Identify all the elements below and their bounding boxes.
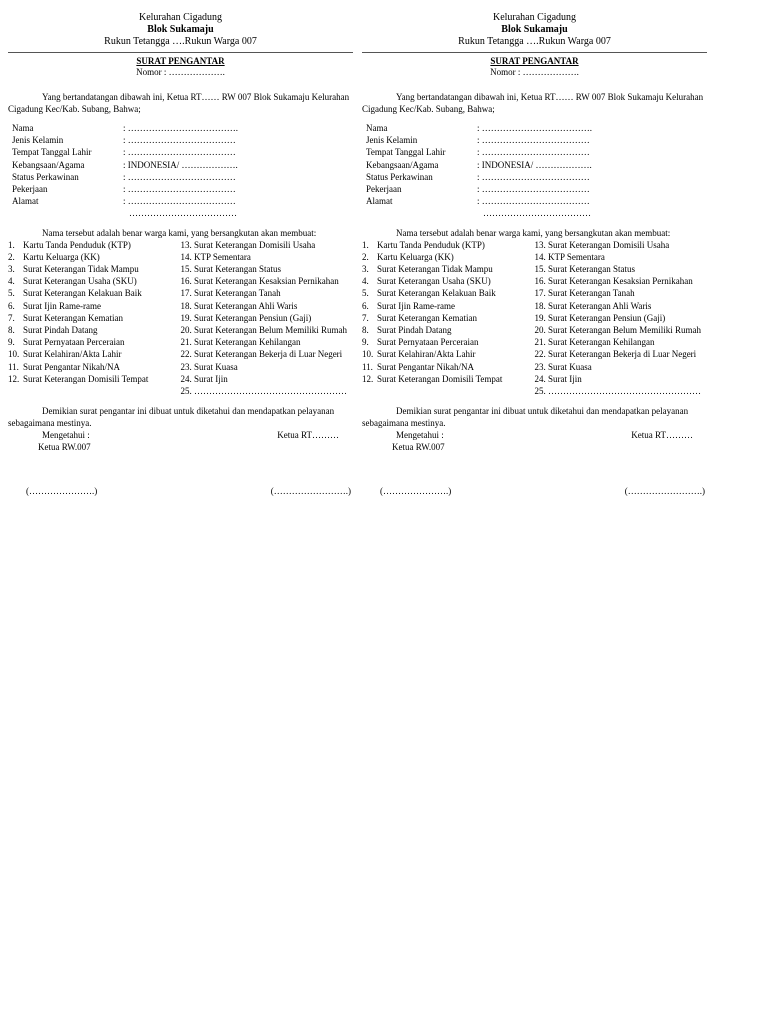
field-row bbox=[8, 159, 353, 171]
blok-name: Blok Sukamaju bbox=[501, 24, 568, 35]
field-label: Pekerjaan bbox=[366, 184, 402, 195]
list-item: 20. Surat Keterangan Belum Memiliki Rumah bbox=[534, 325, 701, 336]
list-item: 18. Surat Keterangan Ahli Waris bbox=[534, 300, 652, 311]
intro-paragraph: Yang bertandatangan dibawah ini, Ketua RT…… RW 007 Blok Sukamaju Kelurahan Cigadung Kec/Kab. Subang, Bahwa; bbox=[8, 92, 350, 114]
document-type-list bbox=[362, 239, 707, 398]
field-label: Pekerjaan bbox=[12, 184, 48, 195]
list-item: 14. KTP Sementara bbox=[534, 251, 605, 262]
list-item: 7. Surat Keterangan Kematian bbox=[8, 312, 123, 323]
field-value: : ……………………………… bbox=[477, 171, 590, 182]
document-title: SURAT PENGANTAR bbox=[490, 56, 579, 66]
field-value: : INDONESIA/ ………………. bbox=[477, 159, 592, 170]
field-row bbox=[8, 207, 353, 219]
ketua-rt-label: Ketua RT……… bbox=[277, 430, 339, 441]
document-number: Nomor : ………………. bbox=[490, 67, 579, 77]
field-label: Tempat Tanggal Lahir bbox=[366, 147, 446, 158]
field-label bbox=[362, 207, 477, 219]
field-value: : ……………………………… bbox=[123, 184, 236, 195]
field-label: Nama bbox=[12, 123, 34, 133]
list-item: 22. Surat Keterangan Bekerja di Luar Negeri bbox=[180, 349, 343, 360]
list-item: 11. Surat Pengantar Nikah/NA bbox=[8, 361, 120, 372]
field-value: : ……………………………… bbox=[477, 196, 590, 207]
field-label bbox=[8, 207, 123, 219]
list-item: 16. Surat Keterangan Kesaksian Pernikahan bbox=[534, 276, 693, 287]
list-column bbox=[362, 239, 535, 398]
kelurahan-name: Kelurahan Cigadung bbox=[138, 12, 223, 23]
field-value: : ……………………………… bbox=[477, 147, 590, 158]
list-item: 15. Surat Keterangan Status bbox=[180, 264, 281, 275]
list-item: 2. Kartu Keluarga (KK) bbox=[8, 251, 100, 262]
list-item: 22. Surat Keterangan Bekerja di Luar Negeri bbox=[534, 349, 697, 360]
signature-labels bbox=[362, 429, 707, 453]
rw-signature-blank: (………………….) bbox=[380, 486, 452, 497]
ketua-rw-label: Ketua RW.007 bbox=[392, 442, 445, 453]
list-item: 25. …………………………………………… bbox=[534, 386, 701, 397]
field-row bbox=[8, 146, 353, 158]
rt-signature-blank: (…………………….) bbox=[624, 486, 705, 497]
signature-lines bbox=[8, 485, 353, 497]
list-item: 5. Surat Keterangan Kelakuan Baik bbox=[362, 288, 496, 299]
field-value: ……………………………… bbox=[483, 208, 591, 219]
letterhead bbox=[362, 12, 707, 48]
list-item: 18. Surat Keterangan Ahli Waris bbox=[180, 300, 298, 311]
field-row bbox=[362, 146, 707, 158]
list-item: 5. Surat Keterangan Kelakuan Baik bbox=[8, 288, 142, 299]
list-item: 13. Surat Keterangan Domisili Usaha bbox=[180, 239, 316, 250]
field-row bbox=[362, 122, 707, 134]
list-item: 16. Surat Keterangan Kesaksian Pernikahan bbox=[180, 276, 339, 287]
statement-text: Nama tersebut adalah benar warga kami, yang bersangkutan akan membuat: bbox=[396, 227, 671, 238]
field-value: ……………………………… bbox=[129, 208, 237, 219]
list-item: 13. Surat Keterangan Domisili Usaha bbox=[534, 239, 670, 250]
field-row bbox=[362, 207, 707, 219]
closing-paragraph: Demikian surat pengantar ini dibuat untuk diketahui dan mendapatkan pelayanan sebagaimana mestinya. bbox=[362, 406, 689, 429]
field-label: Kebangsaan/Agama bbox=[366, 159, 439, 170]
form-left bbox=[8, 12, 353, 497]
field-label: Kebangsaan/Agama bbox=[12, 159, 85, 170]
list-item: 1. Kartu Tanda Penduduk (KTP) bbox=[362, 239, 485, 250]
list-item: 4. Surat Keterangan Usaha (SKU) bbox=[362, 276, 491, 287]
identity-fields bbox=[362, 122, 707, 220]
list-item: 14. KTP Sementara bbox=[180, 251, 251, 262]
field-label: Tempat Tanggal Lahir bbox=[12, 147, 92, 158]
list-item: 6. Surat Ijin Rame-rame bbox=[8, 300, 101, 311]
ketua-rt-label: Ketua RT……… bbox=[631, 430, 693, 441]
list-item: 1. Kartu Tanda Penduduk (KTP) bbox=[8, 239, 131, 250]
rt-signature-blank: (…………………….) bbox=[270, 486, 351, 497]
document-number: Nomor : ………………. bbox=[136, 67, 225, 77]
field-value: : ……………………………… bbox=[477, 135, 590, 146]
header-divider bbox=[362, 52, 707, 53]
list-item: 20. Surat Keterangan Belum Memiliki Rumah bbox=[180, 325, 347, 336]
header-divider bbox=[8, 52, 353, 53]
field-row bbox=[362, 171, 707, 183]
field-row bbox=[8, 134, 353, 146]
list-column bbox=[8, 239, 181, 398]
list-item: 3. Surat Keterangan Tidak Mampu bbox=[362, 264, 493, 275]
intro-paragraph: Yang bertandatangan dibawah ini, Ketua RT…… RW 007 Blok Sukamaju Kelurahan Cigadung Kec/Kab. Subang, Bahwa; bbox=[362, 92, 704, 114]
field-value: : ……………………………… bbox=[123, 196, 236, 207]
field-row bbox=[8, 183, 353, 195]
field-row bbox=[362, 134, 707, 146]
field-row bbox=[362, 183, 707, 195]
document-title: SURAT PENGANTAR bbox=[136, 56, 225, 66]
blok-name: Blok Sukamaju bbox=[147, 24, 214, 35]
list-item: 17. Surat Keterangan Tanah bbox=[534, 288, 635, 299]
list-item: 3. Surat Keterangan Tidak Mampu bbox=[8, 264, 139, 275]
list-item: 10. Surat Kelahiran/Akta Lahir bbox=[8, 349, 122, 360]
list-item: 8. Surat Pindah Datang bbox=[8, 325, 98, 336]
list-item: 19. Surat Keterangan Pensiun (Gaji) bbox=[534, 312, 666, 323]
list-item: 9. Surat Pernyataan Perceraian bbox=[8, 337, 125, 348]
field-label: Jenis Kelamin bbox=[366, 135, 418, 146]
list-item: 17. Surat Keterangan Tanah bbox=[180, 288, 281, 299]
ketua-rw-label: Ketua RW.007 bbox=[38, 442, 91, 453]
rt-rw-line: Rukun Tetangga ….Rukun Warga 007 bbox=[458, 36, 611, 47]
field-label: Status Perkawinan bbox=[12, 171, 79, 182]
identity-fields bbox=[8, 122, 353, 220]
form-right bbox=[362, 12, 707, 497]
list-item: 11. Surat Pengantar Nikah/NA bbox=[362, 361, 474, 372]
field-row bbox=[362, 159, 707, 171]
field-value: : ……………………………… bbox=[477, 184, 590, 195]
list-item: 24. Surat Ijin bbox=[534, 373, 582, 384]
field-value: : ……………………………… bbox=[123, 147, 236, 158]
field-value: : ………………………………. bbox=[477, 123, 593, 133]
list-item: 15. Surat Keterangan Status bbox=[534, 264, 635, 275]
field-value: : ……………………………… bbox=[123, 171, 236, 182]
list-item: 21. Surat Keterangan Kehilangan bbox=[534, 337, 655, 348]
statement-text: Nama tersebut adalah benar warga kami, yang bersangkutan akan membuat: bbox=[42, 227, 317, 238]
list-item: 19. Surat Keterangan Pensiun (Gaji) bbox=[180, 312, 312, 323]
list-item: 12. Surat Keterangan Domisili Tempat bbox=[8, 373, 149, 384]
list-item: 9. Surat Pernyataan Perceraian bbox=[362, 337, 479, 348]
list-column bbox=[181, 239, 354, 398]
field-value: : ………………………………. bbox=[123, 123, 239, 133]
signature-labels bbox=[8, 429, 353, 453]
list-item: 23. Surat Kuasa bbox=[534, 361, 592, 372]
acknowledged-label: Mengetahui : bbox=[396, 430, 444, 441]
list-item: 2. Kartu Keluarga (KK) bbox=[362, 251, 454, 262]
field-label: Alamat bbox=[366, 196, 393, 207]
list-item: 4. Surat Keterangan Usaha (SKU) bbox=[8, 276, 137, 287]
list-column bbox=[535, 239, 708, 398]
list-item: 8. Surat Pindah Datang bbox=[362, 325, 452, 336]
field-label: Alamat bbox=[12, 196, 39, 207]
field-row bbox=[362, 195, 707, 207]
list-item: 7. Surat Keterangan Kematian bbox=[362, 312, 477, 323]
rw-signature-blank: (………………….) bbox=[26, 486, 98, 497]
list-item: 23. Surat Kuasa bbox=[180, 361, 238, 372]
field-row bbox=[8, 122, 353, 134]
field-row bbox=[8, 171, 353, 183]
rt-rw-line: Rukun Tetangga ….Rukun Warga 007 bbox=[104, 36, 257, 47]
document-type-list bbox=[8, 239, 353, 398]
kelurahan-name: Kelurahan Cigadung bbox=[492, 12, 577, 23]
list-item: 10. Surat Kelahiran/Akta Lahir bbox=[362, 349, 476, 360]
list-item: 6. Surat Ijin Rame-rame bbox=[362, 300, 455, 311]
list-item: 25. …………………………………………… bbox=[180, 386, 347, 397]
field-label: Jenis Kelamin bbox=[12, 135, 64, 146]
signature-lines bbox=[362, 485, 707, 497]
list-item: 24. Surat Ijin bbox=[180, 373, 228, 384]
letterhead bbox=[8, 12, 353, 48]
closing-paragraph: Demikian surat pengantar ini dibuat untuk diketahui dan mendapatkan pelayanan sebagaimana mestinya. bbox=[8, 406, 335, 429]
field-label: Nama bbox=[366, 123, 388, 133]
list-item: 21. Surat Keterangan Kehilangan bbox=[180, 337, 301, 348]
field-value: : INDONESIA/ ………………. bbox=[123, 159, 238, 170]
field-label: Status Perkawinan bbox=[366, 171, 433, 182]
field-value: : ……………………………… bbox=[123, 135, 236, 146]
list-item: 12. Surat Keterangan Domisili Tempat bbox=[362, 373, 503, 384]
acknowledged-label: Mengetahui : bbox=[42, 430, 90, 441]
field-row bbox=[8, 195, 353, 207]
